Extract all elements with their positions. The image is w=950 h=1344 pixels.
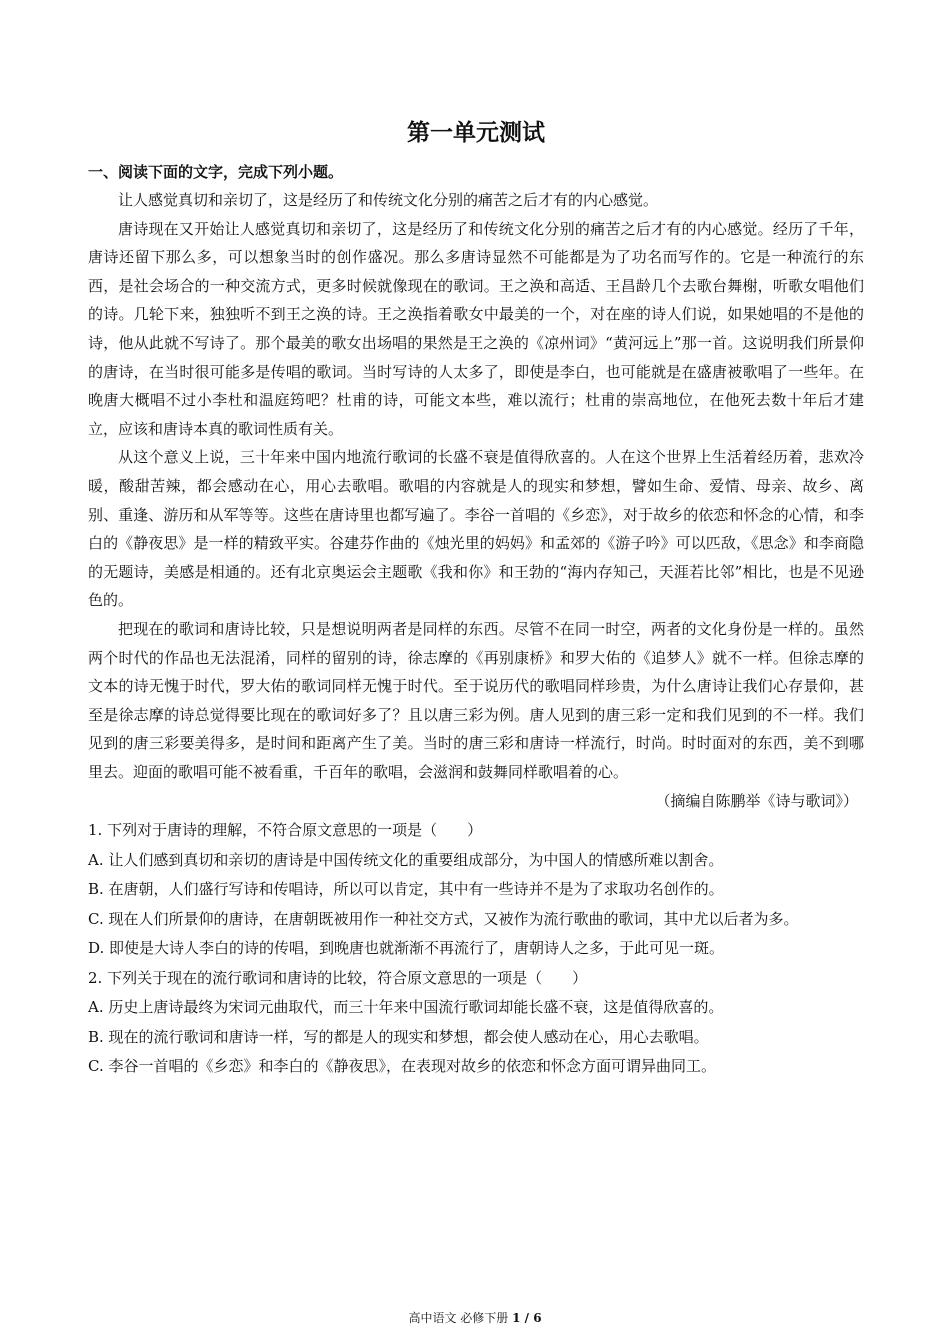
page-footer — [0, 1309, 950, 1326]
option-d: D. 即使是大诗人李白的诗的传唱，到晚唐也就渐渐不再流行了，唐朝诗人之多，于此可见一斑。 — [88, 939, 725, 958]
question-1 — [88, 816, 864, 964]
passage-paragraph: 唐诗现在又开始让人感觉真切和亲切了，这是经历了和传统文化分别的痛苦之后才有的内心感觉。经历了千年，唐诗还留下那么多，可以想象当时的创作盛况。那么多唐诗显然不可能都是为了功名而写作的。它是一种流行的东西，是社会场合的一种交流方式，更多时候就像现在的歌词。王之涣和高适、王昌龄几个去歌台舞榭，听歌女唱他们的诗。几轮下来，独独听不到王之涣的诗。王之涣指着歌女中最美的一个，对在座的诗人们说，如果她唱的不是他的诗，他从此就不写诗了。那个最美的歌女出场唱的果然是王之涣的《凉州词》“黄河远上”那一首。这说明我们所景仰的唐诗，在当时很可能多是传唱的歌词。当时写诗的人太多了，即使是李白，也可能就是在盛唐被歌唱了一些年。在晚唐大概唱不过小李杜和温庭筠吧？杜甫的诗，可能文本些，难以流行；杜甫的崇高地位，在他死去数十年后才建立，应该和唐诗本真的歌词性质有关。 — [88, 219, 864, 438]
question-stem: 2. 下列关于现在的流行歌词和唐诗的比较，符合原文意思的一项是（ ） — [88, 968, 588, 987]
option-a: A. 让人们感到真切和亲切的唐诗是中国传统文化的重要组成部分，为中国人的情感所难以割舍。 — [88, 850, 724, 869]
footer-label: 高中语文 必修下册 — [408, 1311, 509, 1325]
passage-paragraph: 把现在的歌词和唐诗比较，只是想说明两者是同样的东西。尽管不在同一时空，两者的文化身份是一样的。虽然两个时代的作品也无法混淆，同样的留别的诗，徐志摩的《再别康桥》和罗大佑的《追梦人》就不一样。但徐志摩的文本的诗无愧于时代，罗大佑的歌词同样无愧于时代。至于说历代的歌唱同样珍贵，为什么唐诗让我们心存景仰，甚至是徐志摩的诗总觉得要比现在的歌词好多了？且以唐三彩为例。唐人见到的唐三彩一定和我们见到的不一样。我们见到的唐三彩要美得多，是时间和距离产生了美。当时的唐三彩和唐诗一样流行，时尚。时时面对的东西，美不到哪里去。迎面的歌唱可能不被看重，千百年的歌唱，会滋润和鼓舞同样歌唱着的心。 — [88, 619, 864, 781]
passage-paragraph: 从这个意义上说，三十年来中国内地流行歌词的长盛不衰是值得欣喜的。人在这个世界上生活着经历着，悲欢冷暖，酸甜苦辣，都会感动在心，用心去歌唱。歌唱的内容就是人的现实和梦想，譬如生命、爱情、母亲、故乡、离别、重逢、游历和从军等等。这些在唐诗里也都写遍了。李谷一首唱的《乡恋》，对于故乡的依恋和怀念的心情，和李白的《静夜思》是一样的精致平实。谷建芬作曲的《烛光里的妈妈》和孟郊的《游子吟》可以匹敌，《思念》和李商隐的无题诗，美感是相通的。还有北京奥运会主题歌《我和你》和王勃的“海内存知己，天涯若比邻”相比，也是不见逊色的。 — [88, 448, 864, 610]
question-2 — [88, 964, 864, 1082]
intro-sentence: 让人感觉真切和亲切了，这是经历了和传统文化分别的痛苦之后才有的内心感觉。 — [118, 191, 659, 209]
option-a: A. 历史上唐诗最终为宋词元曲取代，而三十年来中国流行歌词却能长盛不衰，这是值得欣喜的。 — [88, 998, 724, 1017]
source-citation: （摘编自陈鹏举《诗与歌词》） — [655, 792, 858, 811]
option-b: B. 现在的流行歌词和唐诗一样，写的都是人的现实和梦想，都会使人感动在心，用心去歌唱。 — [88, 1027, 709, 1046]
option-c: C. 现在人们所景仰的唐诗，在唐朝既被用作一种社交方式，又被作为流行歌曲的歌词，其中尤以后者为多。 — [88, 909, 799, 928]
document-page — [88, 118, 864, 1082]
page-title: 第一单元测试 — [407, 120, 545, 146]
page-number: 1 / 6 — [512, 1311, 542, 1325]
question-stem: 1. 下列对于唐诗的理解，不符合原文意思的一项是（ ） — [88, 821, 483, 840]
option-b: B. 在唐朝，人们盛行写诗和传唱诗，所以可以肯定，其中有一些诗并不是为了求取功名创作的。 — [88, 880, 724, 899]
section-heading: 一、阅读下面的文字，完成下列小题。 — [88, 163, 344, 181]
option-c: C. 李谷一首唱的《乡恋》和李白的《静夜思》，在表现对故乡的依恋和怀念方面可谓异曲同工。 — [88, 1057, 716, 1076]
